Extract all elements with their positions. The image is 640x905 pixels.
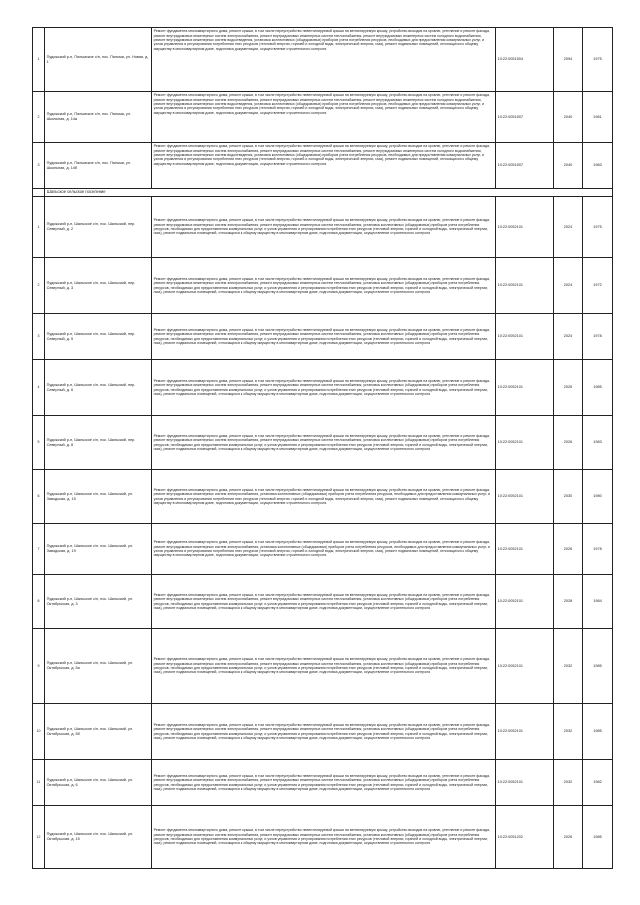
works-description-cell: Ремонт фундамента многоквартирного дома, ремонт крыши, в том числе переустройство невентилируемой крыши на вентилируемую крышу, устройство выходов на кровлю, утепление и ремонт фасада, ремонт внутридомовых инженерных систем электроснабжения, ремонт внутридомовых инженерных систем теплоснабжения, установка коллективных (общедомовых) приборов учета потребления ресурсов, необходимых для предоставления коммунальных услуг, и узлов управления и регулирования потребления этих ресурсов (тепловой энергии, горячей и холодной воды, электрической энергии, газа), ремонт подвальных помещений, относящихся к общему имуществу в многоквартирном доме, подготовка документации, осуществление строительного контроля [152,760,496,806]
works-description-cell: Ремонт фундамента многоквартирного дома, ремонт крыши, в том числе переустройство невентилируемой крыши на вентилируемую крышу, устройство выходов на кровлю, утепление и ремонт фасада, ремонт внутридомовых инженерных систем электроснабжения, ремонт внутридомовых инженерных систем теплоснабжения, установка коллективных (общедомовых) приборов учета потребления ресурсов, необходимых для предоставления коммунальных услуг, и узлов управления и регулирования потребления этих ресурсов (тепловой энергии, горячей и холодной воды, электрической энергии, газа), ремонт подвальных помещений, относящихся к общему имуществу в многоквартирном доме, подготовка документации, осуществление строительного контроля [152,314,496,360]
year-built-cell: 1983 [583,416,613,470]
table-row [33,360,613,416]
address-cell: Пудожский р-н, Шальское с/п, пос. Шальский, ул. Заводская, д. 15 [45,470,152,524]
year-planned-cell: 2040 [554,143,583,189]
cadastral-number-cell: 10:22:0052101 [496,470,554,524]
document-page [32,27,612,869]
cadastral-number-cell: 10:22:0052101 [496,575,554,629]
year-built-cell: 1972 [583,258,613,314]
table-row [33,143,613,189]
row-number: 11 [33,760,45,806]
address-cell: Пудожский р-н, Шальское с/п, пос. Шальский, ул. Заводская, д. 19 [45,524,152,575]
table-row [33,28,613,92]
works-description-cell: Ремонт фундамента многоквартирного дома, ремонт крыши, в том числе переустройство невентилируемой крыши на вентилируемую крышу, устройство выходов на кровлю, утепление и ремонт фасада, ремонт внутридомовых инженерных систем электроснабжения, ремонт внутридомовых инженерных систем теплоснабжения, установка коллективных (общедомовых) приборов учета потребления ресурсов, необходимых для предоставления коммунальных услуг, и узлов управления и регулирования потребления этих ресурсов (тепловой энергии, горячей и холодной воды, электрической энергии, газа), ремонт подвальных помещений, относящихся к общему имуществу в многоквартирном доме, подготовка документации, осуществление строительного контроля [152,258,496,314]
table-row [33,314,613,360]
row-number: 5 [33,416,45,470]
row-number: 1 [33,28,45,92]
year-planned-cell: 2032 [554,704,583,760]
works-description-cell: Ремонт фундамента многоквартирного дома, ремонт крыши, в том числе переустройство невентилируемой крыши на вентилируемую крышу, устройство выходов на кровлю, утепление и ремонт фасада, ремонт внутридомовых инженерных систем электроснабжения, ремонт внутридомовых инженерных систем теплоснабжения, установка коллективных (общедомовых) приборов учета потребления ресурсов, необходимых для предоставления коммунальных услуг, и узлов управления и регулирования потребления этих ресурсов (тепловой энергии, горячей и холодной воды, электрической энергии, газа), ремонт подвальных помещений, относящихся к общему имуществу в многоквартирном доме, подготовка документации, осуществление строительного контроля [152,575,496,629]
year-planned-cell: 2032 [554,760,583,806]
cadastral-number-cell: 10:22:0051507 [496,92,554,143]
table-row [33,92,613,143]
cadastral-number-cell: 10:22:0052101 [496,524,554,575]
year-built-cell: 1985 [583,360,613,416]
address-cell: Пудожский р-н, Пяльмское с/п, пос. Пяльма, ул. Новая, д. 1 [45,28,152,92]
cadastral-number-cell: 10:22:0052101 [496,704,554,760]
year-planned-cell: 2028 [554,575,583,629]
cadastral-number-cell: 10:22:0051507 [496,143,554,189]
row-number: 7 [33,524,45,575]
address-cell: Пудожский р-н, Шальское с/п, пос. Шальский, ул. Октябрьская, д. 3 [45,575,152,629]
year-built-cell: 1982 [583,760,613,806]
row-number: 4 [33,360,45,416]
table-row [33,575,613,629]
row-number: 8 [33,575,45,629]
year-planned-cell: 2024 [554,258,583,314]
year-built-cell: 1975 [583,28,613,92]
row-number: 6 [33,470,45,524]
works-description-cell: Ремонт фундамента многоквартирного дома, ремонт крыши, в том числе переустройство невентилируемой крыши на вентилируемую крышу, устройство выходов на кровлю, утепление и ремонт фасада, ремонт внутридомовых инженерных систем электроснабжения, ремонт внутридомовых инженерных систем теплоснабжения, установка коллективных (общедомовых) приборов учета потребления ресурсов, необходимых для предоставления коммунальных услуг, и узлов управления и регулирования потребления этих ресурсов (тепловой энергии, горячей и холодной воды, электрической энергии, газа), ремонт подвальных помещений, относящихся к общему имуществу в многоквартирном доме, подготовка документации, осуществление строительного контроля [152,629,496,704]
year-planned-cell: 2032 [554,629,583,704]
cadastral-number-cell: 10:22:0052101 [496,629,554,704]
row-number: 2 [33,258,45,314]
year-planned-cell: 2026 [554,416,583,470]
works-description-cell: Ремонт фундамента многоквартирного дома, ремонт крыши, в том числе переустройство невентилируемой крыши на вентилируемую крышу, устройство выходов на кровлю, утепление и ремонт фасада, ремонт внутридомовых инженерных систем электроснабжения, ремонт внутридомовых инженерных систем теплоснабжения, установка коллективных (общедомовых) приборов учета потребления ресурсов, необходимых для предоставления коммунальных услуг, и узлов управления и регулирования потребления этих ресурсов (тепловой энергии, горячей и холодной воды, электрической энергии, газа), ремонт подвальных помещений, относящихся к общему имуществу в многоквартирном доме, подготовка документации, осуществление строительного контроля [152,416,496,470]
address-cell: Пудожский р-н, Пяльмское с/п, пос. Пяльма, ул. Школьная, д. 14а [45,92,152,143]
section-row [33,189,613,197]
year-planned-cell: 2026 [554,524,583,575]
address-cell: Пудожский р-н, Шальское с/п, пос. Шальский, пер. Северный, д. 8 [45,416,152,470]
cadastral-number-cell: 10:22:0051202 [496,806,554,869]
year-built-cell: 1978 [583,314,613,360]
year-built-cell: 1984 [583,575,613,629]
table-row [33,258,613,314]
works-description-cell: Ремонт фундамента многоквартирного дома, ремонт крыши, в том числе переустройство невентилируемой крыши на вентилируемую крышу, устройство выходов на кровлю, утепление и ремонт фасада, ремонт внутридомовых инженерных систем электроснабжения, установка коллективных (общедомовых) приборов учета потребления ресурсов, необходимых для предоставления коммунальных услуг, и узлов управления и регулирования потребления этих ресурсов (тепловой энергии, горячей и холодной воды, электрической энергии, газа), ремонт подвальных помещений, относящихся к общему имуществу в многоквартирном доме, подготовка документации, осуществление строительного контроля [152,524,496,575]
table-row [33,806,613,869]
year-built-cell: 1985 [583,629,613,704]
cadastral-number-cell: 10:22:0052101 [496,416,554,470]
section-spacer-cell [33,189,45,197]
address-cell: Пудожский р-н, Пяльмское с/п, пос. Пяльма, ул. Школьная, д. 14б [45,143,152,189]
works-description-cell: Ремонт фундамента многоквартирного дома, ремонт крыши, в том числе переустройство невентилируемой крыши на вентилируемую крышу, устройство выходов на кровлю, утепление и ремонт фасада, ремонт внутридомовых инженерных систем электроснабжения, ремонт внутридомовых инженерных систем теплоснабжения, ремонт внутридомовых инженерных систем холодного водоснабжения, ремонт внутридомовых инженерных систем водоотведения, установка коллективных (общедомовых) приборов учета потребления ресурсов, необходимых для предоставления коммунальных услуг, и узлов управления и регулирования потребления этих ресурсов (тепловой энергии, горячей и холодной воды, электрической энергии, газа), ремонт подвальных помещений, относящихся к общему имуществу в многоквартирном доме, подготовка документации, осуществление строительного контроля [152,92,496,143]
address-cell: Пудожский р-н, Шальское с/п, пос. Шальский, ул. Октябрьская, д. 5а [45,629,152,704]
row-number: 3 [33,314,45,360]
row-number: 12 [33,806,45,869]
cadastral-number-cell: 10:22:0051504 [496,28,554,92]
row-number: 2 [33,92,45,143]
year-planned-cell: 2030 [554,470,583,524]
row-number: 3 [33,143,45,189]
year-built-cell: 1975 [583,197,613,258]
cadastral-number-cell: 10:22:0052101 [496,314,554,360]
year-planned-cell: 2024 [554,197,583,258]
works-description-cell: Ремонт фундамента многоквартирного дома, ремонт крыши, в том числе переустройство невентилируемой крыши на вентилируемую крышу, устройство выходов на кровлю, утепление и ремонт фасада, ремонт внутридомовых инженерных систем электроснабжения, ремонт внутридомовых инженерных систем теплоснабжения, установка коллективных (общедомовых) приборов учета потребления ресурсов, необходимых для предоставления коммунальных услуг, и узлов управления и регулирования потребления этих ресурсов (тепловой энергии, горячей и холодной воды, электрической энергии, газа), ремонт подвальных помещений, относящихся к общему имуществу в многоквартирном доме, подготовка документации, осуществление строительного контроля [152,806,496,869]
year-built-cell: 1978 [583,524,613,575]
year-planned-cell: 2024 [554,314,583,360]
capital-repair-table [32,27,613,869]
row-number: 10 [33,704,45,760]
cadastral-number-cell: 10:22:0052101 [496,258,554,314]
table-row [33,760,613,806]
year-built-cell: 1983 [583,143,613,189]
table-row [33,197,613,258]
year-planned-cell: 2094 [554,28,583,92]
address-cell: Пудожский р-н, Шальское с/п, пос. Шальский, пер. Северный, д. 5 [45,314,152,360]
address-cell: Пудожский р-н, Шальское с/п, пос. Шальский, пер. Северный, д. 6 [45,360,152,416]
works-description-cell: Ремонт фундамента многоквартирного дома, ремонт крыши, в том числе переустройство невентилируемой крыши на вентилируемую крышу, устройство выходов на кровлю, утепление и ремонт фасада, ремонт внутридомовых инженерных систем электроснабжения, ремонт внутридомовых инженерных систем теплоснабжения, ремонт внутридомовых инженерных систем холодного водоснабжения, ремонт внутридомовых инженерных систем водоотведения, установка коллективных (общедомовых) приборов учета потребления ресурсов, необходимых для предоставления коммунальных услуг, и узлов управления и регулирования потребления этих ресурсов (тепловой энергии, горячей и холодной воды, электрической энергии, газа), ремонт подвальных помещений, относящихся к общему имуществу в многоквартирном доме, подготовка документации, осуществление строительного контроля [152,143,496,189]
works-description-cell: Ремонт фундамента многоквартирного дома, ремонт крыши, в том числе переустройство невентилируемой крыши на вентилируемую крышу, устройство выходов на кровлю, утепление и ремонт фасада, ремонт внутридомовых инженерных систем электроснабжения, ремонт внутридомовых инженерных систем теплоснабжения, установка коллективных (общедомовых) приборов учета потребления ресурсов, необходимых для предоставления коммунальных услуг, и узлов управления и регулирования потребления этих ресурсов (тепловой энергии, горячей и холодной воды, электрической энергии, газа), ремонт подвальных помещений, относящихся к общему имуществу в многоквартирном доме, подготовка документации, осуществление строительного контроля [152,197,496,258]
cadastral-number-cell: 10:22:0052101 [496,197,554,258]
year-planned-cell: 2026 [554,360,583,416]
table-row [33,524,613,575]
table-row [33,704,613,760]
year-planned-cell: 2026 [554,806,583,869]
table-body [33,28,613,869]
year-built-cell: 1985 [583,704,613,760]
year-planned-cell: 2040 [554,92,583,143]
works-description-cell: Ремонт фундамента многоквартирного дома, ремонт крыши, в том числе переустройство невентилируемой крыши на вентилируемую крышу, устройство выходов на кровлю, утепление и ремонт фасада, ремонт внутридомовых инженерных систем электроснабжения, ремонт внутридомовых инженерных систем теплоснабжения, установка коллективных (общедомовых) приборов учета потребления ресурсов, необходимых для предоставления коммунальных услуг, и узлов управления и регулирования потребления этих ресурсов (тепловой энергии, горячей и холодной воды, электрической энергии, газа), ремонт подвальных помещений, относящихся к общему имуществу в многоквартирном доме, подготовка документации, осуществление строительного контроля [152,704,496,760]
year-built-cell: 1985 [583,806,613,869]
works-description-cell: Ремонт фундамента многоквартирного дома, ремонт крыши, в том числе переустройство невентилируемой крыши на вентилируемую крышу, устройство выходов на кровлю, утепление и ремонт фасада, ремонт внутридомовых инженерных систем электроснабжения, установка коллективных (общедомовых) приборов учета потребления ресурсов, необходимых для предоставления коммунальных услуг, и узлов управления и регулирования потребления этих ресурсов (тепловой энергии, горячей и холодной воды, электрической энергии, газа), ремонт подвальных помещений, относящихся к общему имуществу в многоквартирном доме, подготовка документации, осуществление строительного контроля [152,470,496,524]
address-cell: Пудожский р-н, Шальское с/п, пос. Шальский, пер. Северный, д. 3 [45,258,152,314]
row-number: 1 [33,197,45,258]
table-row [33,470,613,524]
year-built-cell: 1980 [583,470,613,524]
address-cell: Пудожский р-н, Шальское с/п, пос. Шальский, ул. Октябрьская, д. 15 [45,806,152,869]
address-cell: Пудожский р-н, Шальское с/п, пос. Шальский, ул. Октябрьская, д. 5б [45,704,152,760]
year-built-cell: 1981 [583,92,613,143]
cadastral-number-cell: 10:22:0052101 [496,760,554,806]
section-title: Шальское сельское поселение [45,189,613,197]
table-row [33,416,613,470]
row-number: 9 [33,629,45,704]
address-cell: Пудожский р-н, Шальское с/п, пос. Шальский, пер. Северный, д. 2 [45,197,152,258]
cadastral-number-cell: 10:22:0052101 [496,360,554,416]
works-description-cell: Ремонт фундамента многоквартирного дома, ремонт крыши, в том числе переустройство невентилируемой крыши на вентилируемую крышу, устройство выходов на кровлю, утепление и ремонт фасада, ремонт внутридомовых инженерных систем электроснабжения, ремонт внутридомовых инженерных систем теплоснабжения, ремонт внутридомовых инженерных систем холодного водоснабжения, ремонт внутридомовых инженерных систем водоотведения, установка коллективных (общедомовых) приборов учета потребления ресурсов, необходимых для предоставления коммунальных услуг, и узлов управления и регулирования потребления этих ресурсов (тепловой энергии, горячей и холодной воды, электрической энергии, газа), ремонт подвальных помещений, относящихся к общему имуществу в многоквартирном доме, подготовка документации, осуществление строительного контроля [152,28,496,92]
works-description-cell: Ремонт фундамента многоквартирного дома, ремонт крыши, в том числе переустройство невентилируемой крыши на вентилируемую крышу, устройство выходов на кровлю, утепление и ремонт фасада, ремонт внутридомовых инженерных систем электроснабжения, ремонт внутридомовых инженерных систем теплоснабжения, установка коллективных (общедомовых) приборов учета потребления ресурсов, необходимых для предоставления коммунальных услуг, и узлов управления и регулирования потребления этих ресурсов (тепловой энергии, горячей и холодной воды, электрической энергии, газа), ремонт подвальных помещений, относящихся к общему имуществу в многоквартирном доме, подготовка документации, осуществление строительного контроля [152,360,496,416]
address-cell: Пудожский р-н, Шальское с/п, пос. Шальский, ул. Октябрьская, д. 6 [45,760,152,806]
table-row [33,629,613,704]
